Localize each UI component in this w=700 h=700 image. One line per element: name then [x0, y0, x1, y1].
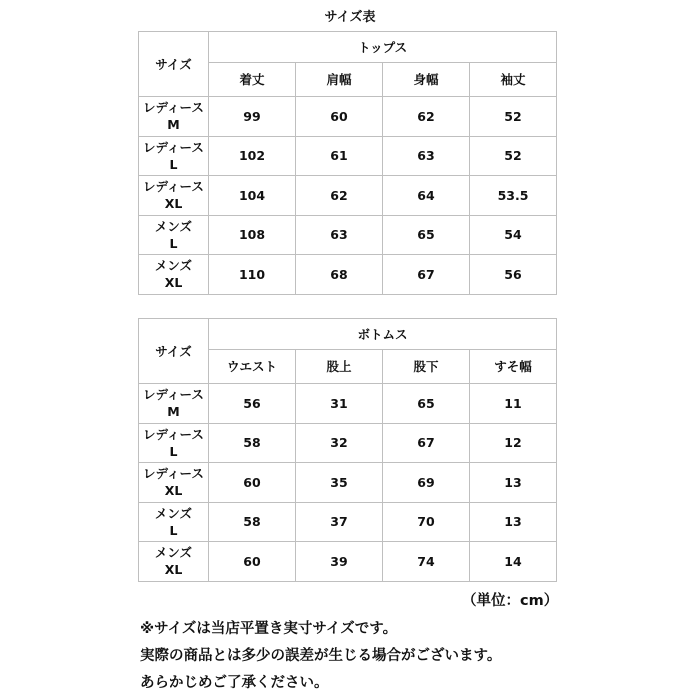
cell-value: 14 — [470, 542, 557, 582]
cell-value: 67 — [383, 423, 470, 463]
column-header: すそ幅 — [470, 350, 557, 384]
notes — [140, 616, 501, 697]
cell-value: 65 — [383, 215, 470, 255]
group-header-tops: トップス — [209, 32, 557, 63]
note-line: ※サイズは当店平置き実寸サイズです。 — [140, 621, 398, 637]
cell-value: 60 — [209, 542, 296, 582]
cell-value: 64 — [383, 176, 470, 216]
size-label: メンズ L — [139, 215, 209, 255]
size-header: サイズ — [139, 32, 209, 97]
column-header: 身幅 — [383, 63, 470, 97]
cell-value: 62 — [383, 97, 470, 137]
cell-value: 54 — [470, 215, 557, 255]
table-row — [139, 542, 557, 582]
size-label: メンズ L — [139, 502, 209, 542]
cell-value: 62 — [296, 176, 383, 216]
size-label: メンズ XL — [139, 542, 209, 582]
group-header-bottoms: ボトムス — [209, 319, 557, 350]
cell-value: 69 — [383, 463, 470, 503]
cell-value: 61 — [296, 136, 383, 176]
cell-value: 60 — [296, 97, 383, 137]
table-row — [139, 463, 557, 503]
size-label: レディース M — [139, 97, 209, 137]
column-header: ウエスト — [209, 350, 296, 384]
cell-value: 63 — [383, 136, 470, 176]
cell-value: 63 — [296, 215, 383, 255]
size-label: レディース M — [139, 384, 209, 424]
cell-value: 74 — [383, 542, 470, 582]
table-row — [139, 384, 557, 424]
column-header: 袖丈 — [470, 63, 557, 97]
cell-value: 68 — [296, 255, 383, 295]
column-header: 着丈 — [209, 63, 296, 97]
note-line: 実際の商品とは多少の誤差が生じる場合がございます。 — [140, 648, 502, 664]
table-row — [139, 215, 557, 255]
table-row — [139, 423, 557, 463]
cell-value: 52 — [470, 136, 557, 176]
cell-value: 70 — [383, 502, 470, 542]
cell-value: 37 — [296, 502, 383, 542]
size-label: レディース L — [139, 423, 209, 463]
cell-value: 108 — [209, 215, 296, 255]
cell-value: 102 — [209, 136, 296, 176]
cell-value: 39 — [296, 542, 383, 582]
cell-value: 31 — [296, 384, 383, 424]
cell-value: 35 — [296, 463, 383, 503]
size-header: サイズ — [139, 319, 209, 384]
cell-value: 32 — [296, 423, 383, 463]
cell-value: 60 — [209, 463, 296, 503]
cell-value: 13 — [470, 463, 557, 503]
tops-size-table — [138, 31, 557, 295]
size-label: レディース XL — [139, 463, 209, 503]
column-header: 肩幅 — [296, 63, 383, 97]
cell-value: 99 — [209, 97, 296, 137]
page-title: サイズ表 — [324, 10, 376, 25]
cell-value: 56 — [209, 384, 296, 424]
cell-value: 11 — [470, 384, 557, 424]
cell-value: 65 — [383, 384, 470, 424]
cell-value: 104 — [209, 176, 296, 216]
note-line: あらかじめご了承ください。 — [140, 675, 329, 691]
table-row — [139, 176, 557, 216]
size-label: レディース XL — [139, 176, 209, 216]
column-header: 股下 — [383, 350, 470, 384]
cell-value: 52 — [470, 97, 557, 137]
cell-value: 58 — [209, 502, 296, 542]
table-row — [139, 255, 557, 295]
unit-note: （単位：cm） — [462, 593, 559, 609]
size-label: メンズ XL — [139, 255, 209, 295]
cell-value: 110 — [209, 255, 296, 295]
column-header: 股上 — [296, 350, 383, 384]
cell-value: 58 — [209, 423, 296, 463]
cell-value: 67 — [383, 255, 470, 295]
size-label: レディース L — [139, 136, 209, 176]
table-row — [139, 136, 557, 176]
cell-value: 56 — [470, 255, 557, 295]
bottoms-size-table — [138, 318, 557, 582]
table-row — [139, 502, 557, 542]
cell-value: 12 — [470, 423, 557, 463]
cell-value: 13 — [470, 502, 557, 542]
cell-value: 53.5 — [470, 176, 557, 216]
table-row — [139, 97, 557, 137]
